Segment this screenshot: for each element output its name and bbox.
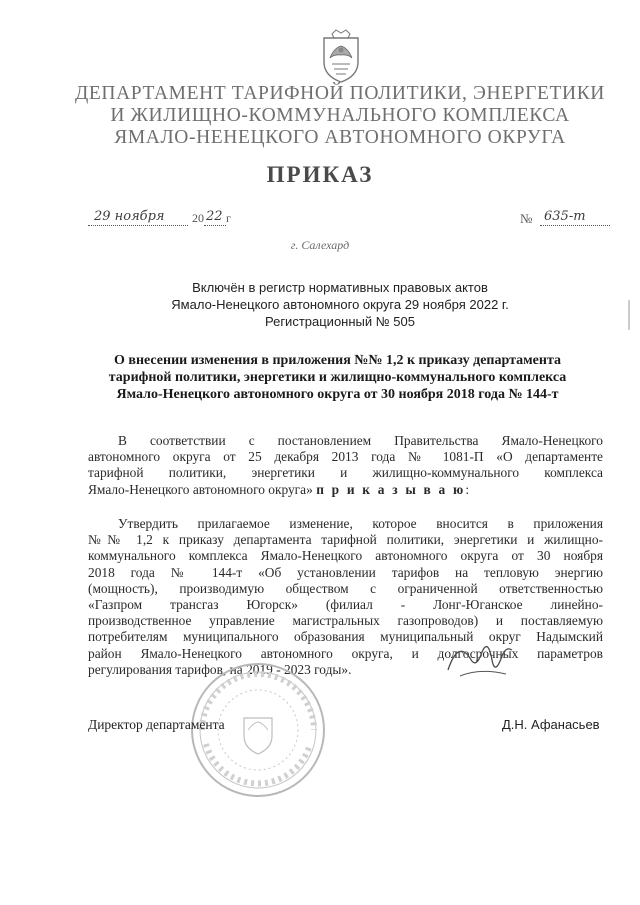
- body-line-9: район Ямало-Ненецкого автономного округа, и долгосрочных параметров: [88, 645, 603, 661]
- order-word: п р и к а з ы в а ю: [316, 481, 466, 497]
- body-line-10: регулирования тарифов, на 2019 - 2023 годы».: [88, 661, 352, 677]
- preamble-line-4-text: Ямало-Ненецкого автономного округа»: [88, 481, 313, 497]
- order-date: [88, 210, 238, 228]
- body-line-7: производственное управление магистральных газопроводов) и поставляемую: [88, 613, 603, 629]
- signatory-position: Директор департамента: [88, 717, 225, 732]
- department-name-line-1: ДЕПАРТАМЕНТ ТАРИФНОЙ ПОЛИТИКИ, ЭНЕРГЕТИКИ: [75, 83, 605, 104]
- body-paragraph: [88, 516, 603, 678]
- handwritten-signature-icon: [440, 630, 520, 690]
- order-date-year-suffix: г: [226, 211, 231, 225]
- body-line-2: №№ 1,2 к приказу департамента тарифной политики, энергетики и жилищно-: [88, 532, 603, 548]
- registration-line-1: Включён в регистр нормативных правовых актов: [192, 280, 488, 295]
- order-date-day-month: 29 ноября: [94, 209, 165, 224]
- registration-line-3: Регистрационный № 505: [264, 314, 415, 329]
- order-date-year-prefix: 20: [192, 211, 204, 225]
- subject-line-1: О внесении изменения в приложения №№ 1,2 к приказу департамента: [114, 353, 561, 368]
- coat-of-arms-icon: [318, 28, 364, 84]
- scan-margin-mark: [626, 300, 632, 330]
- body-line-6: «Газпром трансгаз Югорск» (филиал - Лонг-Юганское линейно-: [88, 597, 603, 613]
- preamble-line-1: В соответствии с постановлением Правительства Ямало-Ненецкого: [118, 433, 603, 448]
- subject-line-3: Ямало-Ненецкого автономного округа от 30 ноября 2018 года № 144-т: [116, 387, 559, 402]
- order-number-value: 635-т: [544, 209, 586, 224]
- order-number-label: №: [520, 211, 533, 226]
- order-subject: [60, 352, 615, 403]
- body-line-8: потребителям муниципального образования муниципальный округ Надымский: [88, 629, 603, 645]
- body-line-3: коммунального комплекса Ямало-Ненецкого автономного округа от 30 ноября: [88, 548, 603, 564]
- preamble-paragraph: [88, 433, 603, 498]
- body-line-4: 2018 года № 144-т «Об установлении тарифов на тепловую энергию: [88, 564, 603, 580]
- city: г. Салехард: [290, 238, 350, 252]
- subject-line-2: тарифной политики, энергетики и жилищно-коммунального комплекса: [108, 370, 567, 385]
- preamble-line-4: [88, 482, 603, 498]
- body-line-5: (мощность), производимую обществом с ограниченной ответственностью: [88, 580, 603, 596]
- preamble-line-4-end: :: [465, 481, 470, 497]
- signatory-name: Д.Н. Афанасьев: [502, 717, 600, 732]
- document-title: ПРИКАЗ: [266, 162, 374, 187]
- body-line-1: Утвердить прилагаемое изменение, которое вносится в приложения: [118, 516, 603, 531]
- registration-line-2: Ямало-Ненецкого автономного округа 29 ноября 2022 г.: [171, 297, 509, 312]
- order-number: [520, 210, 610, 228]
- department-name-line-3: ЯМАЛО-НЕНЕЦКОГО АВТОНОМНОГО ОКРУГА: [114, 127, 566, 148]
- order-date-year: 22: [206, 209, 223, 224]
- department-name-line-2: И ЖИЛИЩНО-КОММУНАЛЬНОГО КОМПЛЕКСА: [110, 105, 570, 126]
- registration-note: [100, 279, 580, 330]
- preamble-line-2: автономного округа от 25 декабря 2013 года № 1081-П «О департаменте: [88, 449, 603, 465]
- preamble-line-3: тарифной политики, энергетики и жилищно-коммунального комплекса: [88, 465, 603, 481]
